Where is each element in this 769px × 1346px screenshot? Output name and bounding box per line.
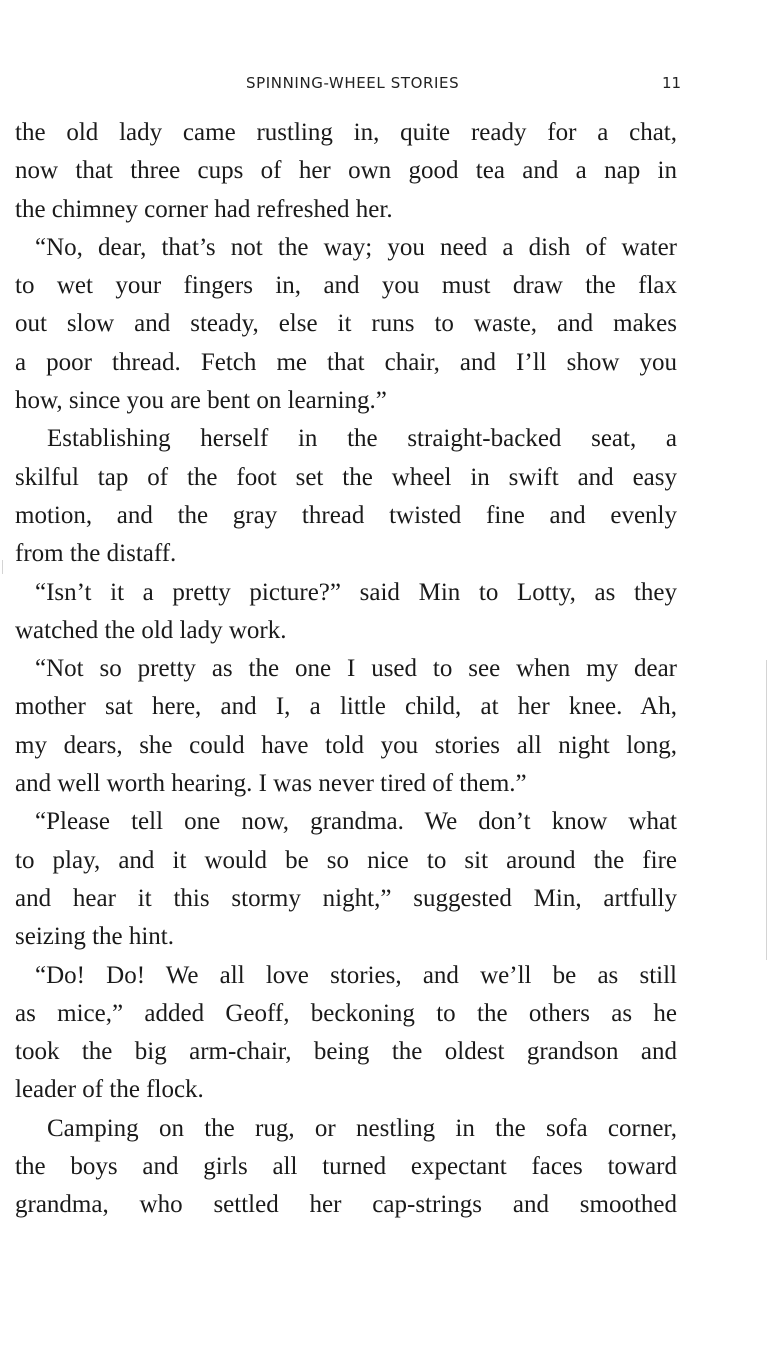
text-line: “No, dear, that’s not the way; you need a dish of water — [35, 233, 677, 261]
running-title: SPINNING-WHEEL STORIES — [246, 74, 460, 92]
page-number: 11 — [662, 74, 682, 92]
text-line: a poor thread. Fetch me that chair, and I’ll show you — [15, 348, 677, 376]
text-line: watched the old lady work. — [15, 616, 287, 644]
text-line: “Do! Do! We all love stories, and we’ll be as still — [35, 961, 677, 989]
text-line: out slow and steady, else it runs to waste, and makes — [15, 310, 677, 338]
text-line: the chimney corner had refreshed her. — [15, 195, 393, 223]
text-line: seizing the hint. — [15, 923, 174, 951]
body-text — [15, 114, 677, 1225]
scan-artifact-left — [2, 560, 3, 574]
text-line: “Not so pretty as the one I used to see when my dear — [35, 655, 677, 683]
text-line: my dears, she could have told you stories all night long, — [15, 731, 677, 759]
text-line: Establishing herself in the straight-backed seat, a — [47, 425, 677, 453]
text-line: as mice,” added Geoff, beckoning to the others as he — [15, 999, 677, 1027]
text-line: “Please tell one now, grandma. We don’t know what — [35, 808, 677, 836]
text-line: took the big arm-chair, being the oldest grandson and — [15, 1038, 677, 1066]
text-line: skilful tap of the foot set the wheel in swift and easy — [15, 463, 677, 491]
text-line: from the distaff. — [15, 540, 177, 568]
text-line: Camping on the rug, or nestling in the sofa corner, — [47, 1114, 677, 1142]
text-line: leader of the flock. — [15, 1076, 204, 1104]
running-head — [0, 74, 769, 96]
text-line: mother sat here, and I, a little child, at her knee. Ah, — [15, 693, 677, 721]
text-line: to wet your fingers in, and you must draw the flax — [15, 272, 677, 300]
text-line: now that three cups of her own good tea and a nap in — [15, 157, 677, 185]
text-line: grandma, who settled her cap-strings and smoothed — [15, 1191, 677, 1219]
text-line: the boys and girls all turned expectant faces toward — [15, 1153, 677, 1181]
scan-artifact-right — [766, 660, 767, 960]
text-line: to play, and it would be so nice to sit around the fire — [15, 846, 677, 874]
text-line: the old lady came rustling in, quite ready for a chat, — [15, 119, 677, 146]
text-line: and hear it this stormy night,” suggested Min, artfully — [15, 884, 677, 912]
text-line: motion, and the gray thread twisted fine and evenly — [15, 501, 677, 529]
text-line: “Isn’t it a pretty picture?” said Min to Lotty, as they — [35, 578, 677, 606]
text-line: how, since you are bent on learning.” — [15, 387, 387, 415]
text-line: and well worth hearing. I was never tired of them.” — [15, 770, 527, 798]
